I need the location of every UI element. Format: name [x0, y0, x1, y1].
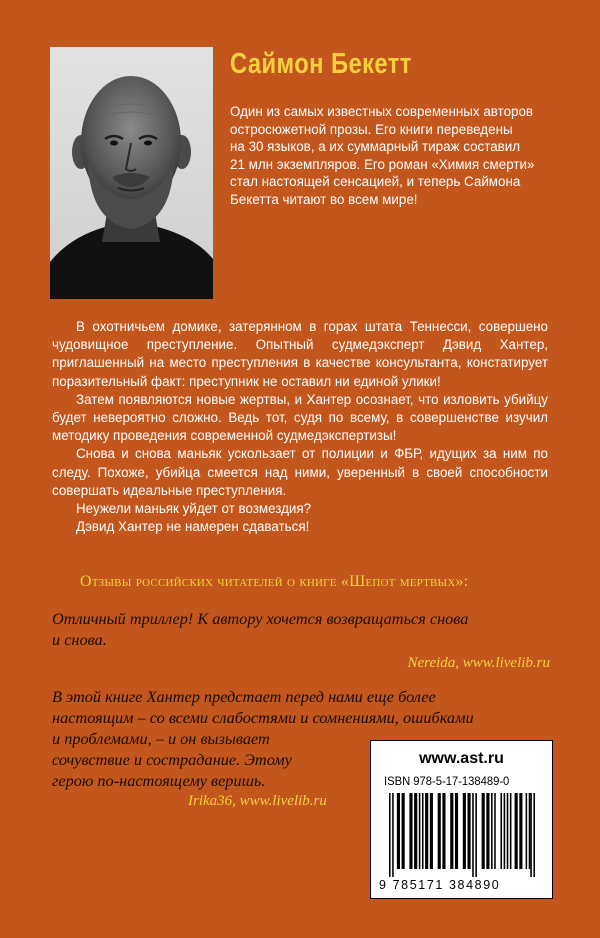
author-name: Саймон Бекетт: [230, 48, 412, 80]
isbn-text: ISBN 978-5-17-138489-0: [384, 774, 510, 788]
barcode-panel: [370, 740, 553, 899]
barcode-bar: [414, 793, 417, 869]
book-synopsis: [52, 318, 548, 536]
review-line: настоящим – со всеми слабостями и сомнениями, ошибками: [52, 708, 474, 727]
review-source: Nereida, www.livelib.ru: [407, 655, 550, 671]
review-line: сочувствие и сострадание. Этому: [52, 750, 292, 769]
synopsis-paragraph: В охотничьем домике, затерянном в горах штата Теннесси, совершено чудовищное преступление. Опытный судмедэксперт Дэвид Хантер, приглашенный на место преступления в качестве консультанта, констатирует поразительный факт: преступник не оставил ни единой улики!: [52, 319, 548, 389]
publisher-site: www.ast.ru: [419, 750, 504, 767]
bio-line: остросюжетной прозы. Его книги переведены: [230, 121, 513, 137]
review-line: Отличный триллер! К автору хочется возвращаться снова: [52, 609, 469, 628]
reviews-heading: Отзывы российских читателей о книге «Шепот мертвых»:: [80, 573, 469, 590]
barcode-bar: [486, 793, 489, 869]
barcode-bar: [467, 793, 470, 869]
barcode-bar: [530, 793, 532, 877]
bio-line: 21 млн экземпляров. Его роман «Химия смерти»: [230, 156, 535, 172]
barcode-bar: [510, 793, 512, 869]
synopsis-paragraph: Затем появляются новые жертвы, и Хантер осознает, что изловить убийцу будет невероятно сложно. Ведь тот, судя по всему, в совершенстве изучил методику проведения современной судмедэкспертизы!: [52, 391, 548, 444]
bio-line: Один из самых известных современных авторов: [230, 104, 534, 119]
author-photo: [50, 47, 213, 299]
barcode-bar: [519, 793, 522, 869]
barcode-bar: [455, 793, 458, 869]
barcode-bar: [402, 793, 405, 869]
barcode-bar: [430, 793, 433, 869]
synopsis-paragraph: Неужели маньяк уйдет от возмездия?: [76, 501, 312, 517]
review-quote: [52, 608, 552, 650]
barcode-bar: [515, 793, 518, 869]
barcode-bars: [389, 793, 537, 877]
barcode-bar: [482, 793, 485, 869]
barcode-bar: [526, 793, 528, 869]
barcode-bar: [438, 793, 441, 869]
barcode-bar: [442, 793, 445, 869]
bio-line: на 30 языков, а их суммарный тираж составил: [230, 139, 521, 155]
barcode-bar: [491, 793, 493, 869]
author-bio: [230, 103, 560, 209]
review-line: и проблемами, – и он вызывает: [52, 729, 270, 748]
barcode-bar: [425, 793, 428, 869]
barcode-bar: [392, 793, 394, 877]
synopsis-paragraph: Дэвид Хантер не намерен сдаваться!: [76, 519, 310, 535]
review-line: герою по-настоящему веришь.: [52, 771, 266, 790]
barcode-bar: [472, 793, 474, 877]
barcode-bar: [389, 793, 391, 877]
bio-line: Бекетта читают во всем мире!: [230, 191, 418, 207]
review-line: В этой книге Хантер предстает перед нами еще более: [52, 687, 436, 706]
barcode-bar: [409, 793, 412, 869]
barcode-bar: [463, 793, 466, 869]
review-source: Irika36, www.livelib.ru: [188, 793, 327, 809]
synopsis-paragraph: Снова и снова маньяк ускользает от полиции и ФБР, идущих за ним по следу. Похоже, убийца смеется над ними, уверенный в своей способности совершать идеальные преступления.: [52, 446, 548, 498]
barcode-bar: [450, 793, 453, 869]
barcode-bar: [504, 793, 506, 869]
barcode-bar: [397, 793, 400, 869]
barcode-bar: [494, 793, 496, 869]
barcode-bar: [422, 793, 424, 869]
barcode-bar: [500, 793, 502, 869]
barcode-bar: [507, 793, 509, 869]
barcode-bar: [529, 793, 531, 869]
barcode-bar: [475, 793, 477, 877]
bio-line: стал настоящей сенсацией, и теперь Саймона: [230, 174, 521, 190]
review-line: и снова.: [52, 630, 107, 649]
barcode-bar: [419, 793, 421, 869]
barcode-bar: [533, 793, 535, 877]
barcode-digits: 9 785171 384890: [379, 878, 501, 892]
